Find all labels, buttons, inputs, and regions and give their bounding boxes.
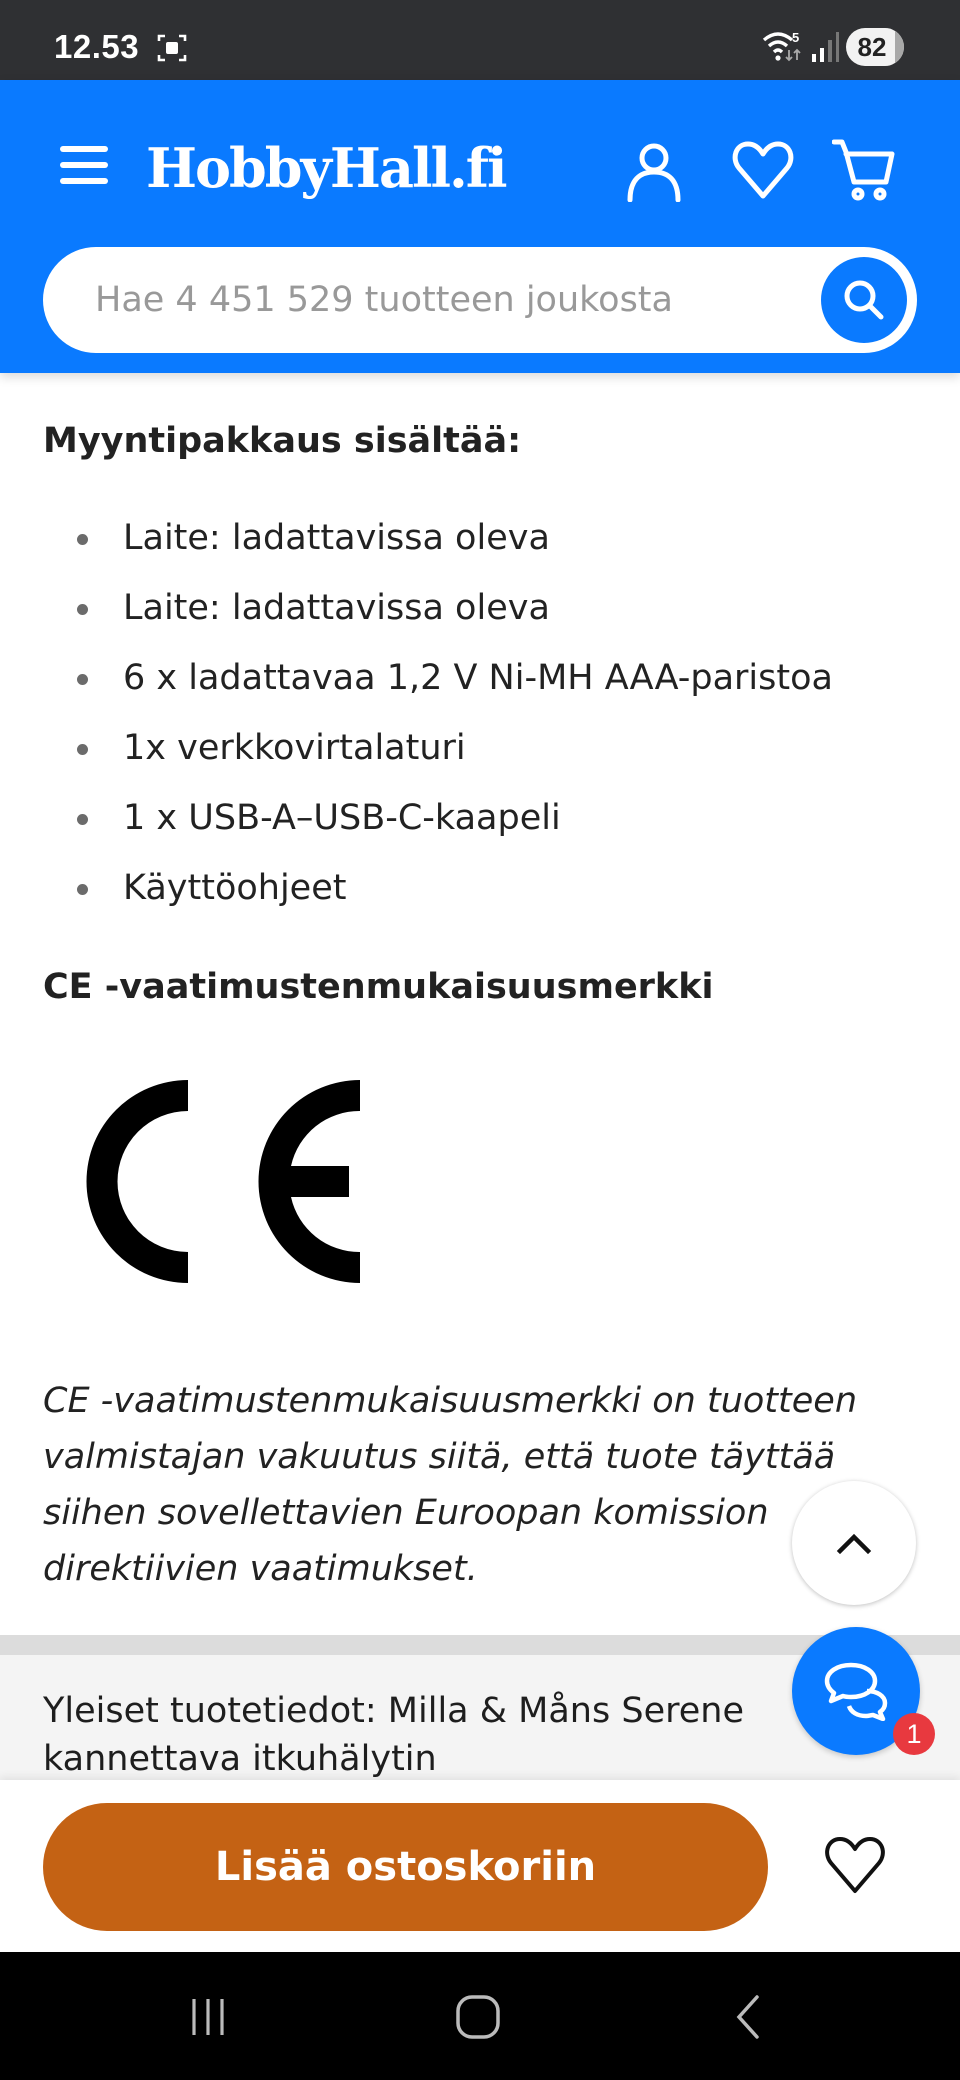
ce-heading: CE -vaatimustenmukaisuusmerkki: [43, 967, 714, 1007]
cart-icon[interactable]: [832, 138, 896, 202]
search-bar: [43, 247, 917, 353]
ce-mark-image: [78, 1080, 363, 1283]
status-icons: [762, 28, 904, 66]
chevron-up-icon: [836, 1531, 872, 1555]
menu-icon: [60, 146, 108, 152]
home-button[interactable]: [438, 1982, 518, 2052]
svg-text:5: 5: [792, 30, 800, 45]
package-contents-list: [43, 503, 833, 923]
back-icon: [733, 1994, 763, 2040]
recent-apps-icon: [186, 1995, 230, 2039]
status-time: 12.53: [54, 28, 140, 65]
add-to-wishlist-button[interactable]: [815, 1825, 895, 1905]
recent-apps-button[interactable]: [168, 1982, 248, 2052]
list-item: Laite: ladattavissa oleva: [43, 503, 833, 573]
search-icon: [841, 277, 887, 323]
list-item: 1 x USB-A–USB-C-kaapeli: [43, 783, 833, 853]
site-header: [0, 80, 960, 373]
bottom-action-bar: [0, 1780, 960, 1952]
user-icon[interactable]: [622, 138, 686, 202]
screenshot-icon: [156, 32, 188, 64]
site-logo[interactable]: HobbyHall.fi: [146, 136, 506, 200]
scroll-to-top-button[interactable]: [792, 1481, 916, 1605]
list-item: Laite: ladattavissa oleva: [43, 573, 833, 643]
heart-outline-icon: [823, 1835, 887, 1895]
back-button[interactable]: [708, 1982, 788, 2052]
heart-icon[interactable]: [731, 138, 795, 202]
battery-level: 82: [857, 31, 887, 62]
list-item: 6 x ladattavaa 1,2 V Ni-MH AAA-paristoa: [43, 643, 833, 713]
chat-bubbles-icon: [821, 1661, 891, 1721]
add-to-cart-button[interactable]: Lisää ostoskoriin: [43, 1803, 768, 1931]
search-input[interactable]: [95, 247, 815, 353]
chat-notification-badge: 1: [893, 1713, 935, 1755]
wifi-icon: [762, 30, 804, 64]
home-icon: [455, 1994, 501, 2040]
menu-button[interactable]: [60, 146, 110, 186]
package-contents-heading: Myyntipakkaus sisältää:: [43, 421, 522, 461]
status-bar: [0, 0, 960, 80]
battery-indicator: [846, 28, 904, 66]
signal-icon: [810, 30, 840, 64]
general-info-title: Yleiset tuotetiedot: Milla & Måns Serene kannettava itkuhälytin: [43, 1691, 744, 1779]
list-item: 1x verkkovirtalaturi: [43, 713, 833, 783]
list-item: Käyttöohjeet: [43, 853, 833, 923]
search-button[interactable]: [821, 257, 907, 343]
system-nav-bar: [0, 1952, 960, 2080]
ce-description: CE -vaatimustenmukaisuusmerkki on tuotteen valmistajan vakuutus siitä, että tuote täyttää siihen sovellettavien Euroopan komission direktiivien vaatimukset.: [43, 1381, 858, 1589]
